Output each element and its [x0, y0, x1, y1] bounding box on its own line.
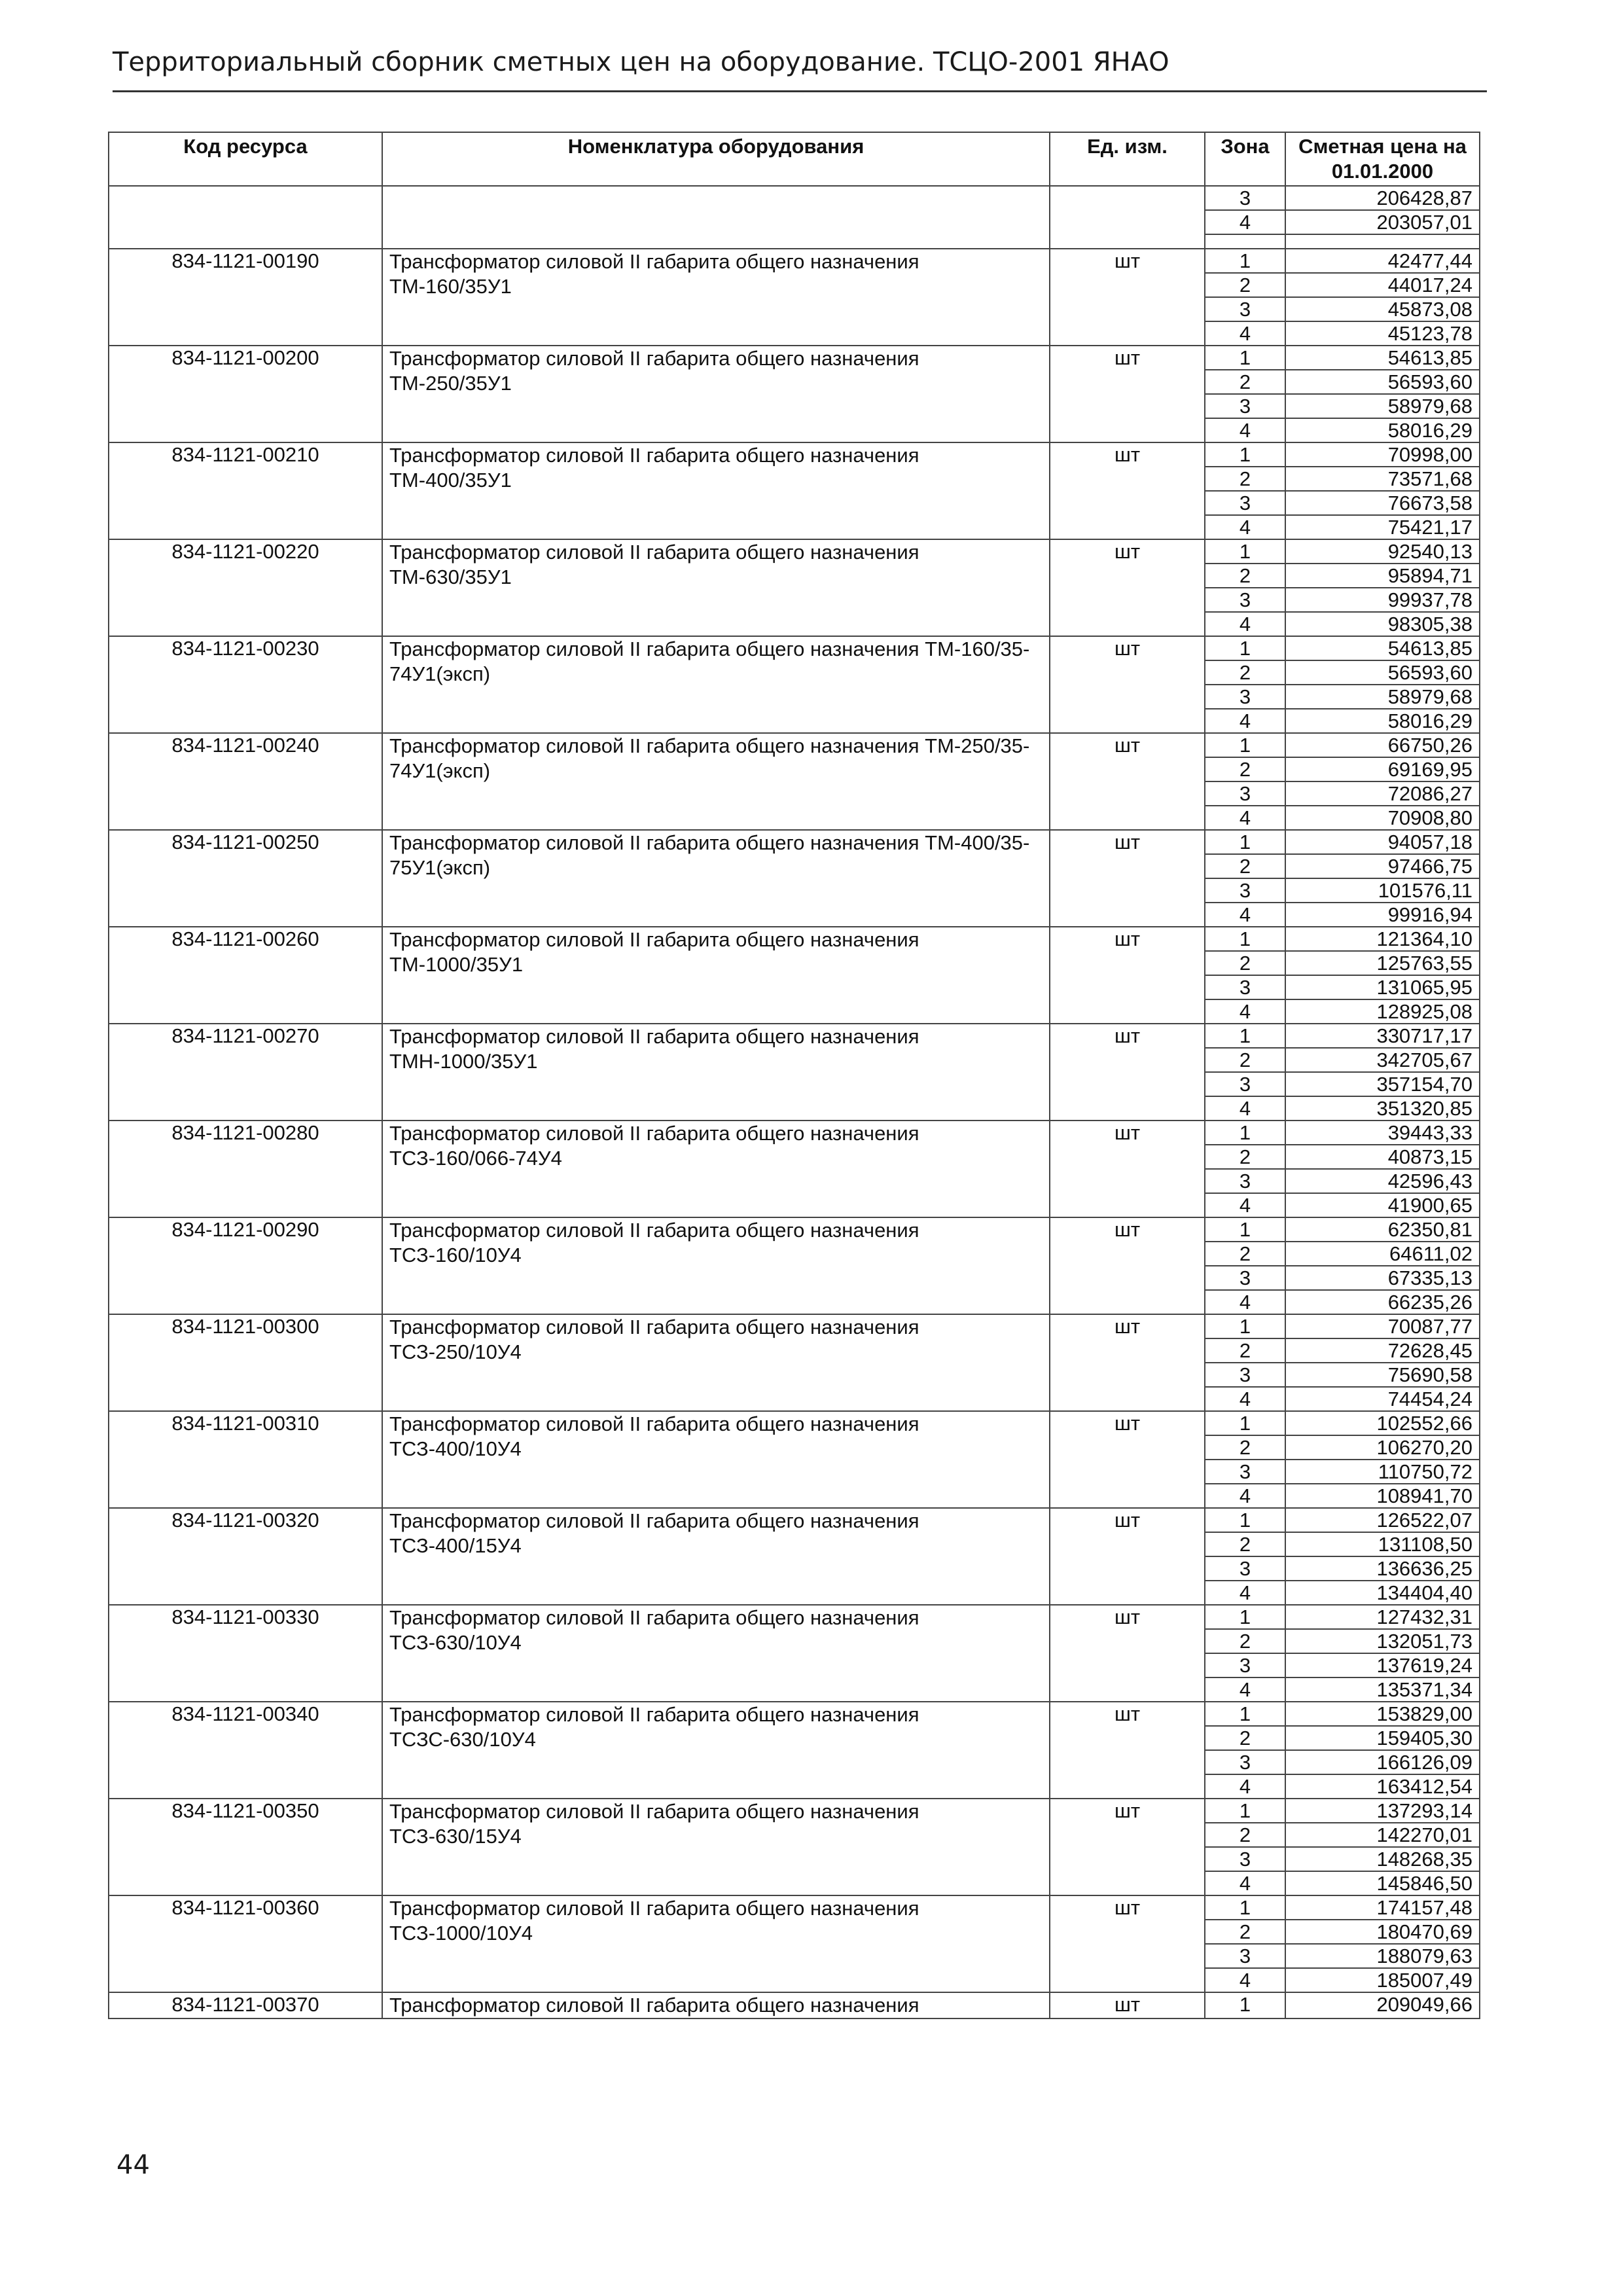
price-cell: 56593,60	[1285, 370, 1480, 394]
zone-cell: 3	[1205, 1266, 1285, 1290]
zone-cell: 1	[1205, 1799, 1285, 1823]
equipment-name-cell: Трансформатор силовой II габарита общего назначения ТСЗ-160/066-74У4	[382, 1121, 1050, 1217]
table-row	[109, 1895, 1480, 1920]
zone-cell: 4	[1205, 903, 1285, 927]
equipment-name-cell	[382, 186, 1050, 249]
zone-cell: 3	[1205, 1072, 1285, 1096]
zone-cell: 1	[1205, 1508, 1285, 1532]
price-cell	[1285, 234, 1480, 249]
zone-cell: 4	[1205, 1774, 1285, 1799]
price-cell: 42596,43	[1285, 1169, 1480, 1193]
table-row	[109, 346, 1480, 370]
zone-cell: 2	[1205, 757, 1285, 781]
price-cell: 40873,15	[1285, 1145, 1480, 1169]
price-cell: 127432,31	[1285, 1605, 1480, 1629]
price-cell: 166126,09	[1285, 1750, 1480, 1774]
zone-cell: 3	[1205, 975, 1285, 999]
unit-cell: шт	[1050, 442, 1205, 539]
zone-cell: 4	[1205, 709, 1285, 733]
price-cell: 126522,07	[1285, 1508, 1480, 1532]
unit-cell: шт	[1050, 1024, 1205, 1121]
col-header-zone: Зона	[1205, 132, 1285, 186]
price-cell: 137293,14	[1285, 1799, 1480, 1823]
resource-code-cell: 834-1121-00360	[109, 1895, 382, 1992]
price-cell: 56593,60	[1285, 660, 1480, 685]
price-cell: 72086,27	[1285, 781, 1480, 806]
page-number: 44	[116, 2150, 150, 2180]
equipment-name-cell: Трансформатор силовой II габарита общего назначения ТМ-160/35У1	[382, 249, 1050, 346]
table-row	[109, 636, 1480, 660]
equipment-name-cell: Трансформатор силовой II габарита общего назначения ТСЗ-400/15У4	[382, 1508, 1050, 1605]
price-cell: 58979,68	[1285, 685, 1480, 709]
zone-cell: 2	[1205, 1920, 1285, 1944]
zone-cell	[1205, 234, 1285, 249]
price-cell: 106270,20	[1285, 1435, 1480, 1460]
price-cell: 188079,63	[1285, 1944, 1480, 1968]
price-cell: 209049,66	[1285, 1992, 1480, 2018]
zone-cell: 3	[1205, 1847, 1285, 1871]
price-cell: 121364,10	[1285, 927, 1480, 951]
price-cell: 69169,95	[1285, 757, 1480, 781]
table-row	[109, 1314, 1480, 1338]
zone-cell: 4	[1205, 1677, 1285, 1702]
price-cell: 330717,17	[1285, 1024, 1480, 1048]
price-cell: 45873,08	[1285, 297, 1480, 321]
unit-cell: шт	[1050, 1992, 1205, 2018]
zone-cell: 2	[1205, 564, 1285, 588]
price-cell: 62350,81	[1285, 1217, 1480, 1242]
equipment-name-cell: Трансформатор силовой II габарита общего назначения ТСЗ-400/10У4	[382, 1411, 1050, 1508]
resource-code-cell: 834-1121-00200	[109, 346, 382, 442]
price-cell: 180470,69	[1285, 1920, 1480, 1944]
resource-code-cell: 834-1121-00310	[109, 1411, 382, 1508]
zone-cell: 1	[1205, 1121, 1285, 1145]
zone-cell: 2	[1205, 1532, 1285, 1556]
equipment-name-cell: Трансформатор силовой II габарита общего назначения ТМ-250/35-74У1(эксп)	[382, 733, 1050, 830]
equipment-name-cell: Трансформатор силовой II габарита общего назначения ТМ-250/35У1	[382, 346, 1050, 442]
zone-cell: 4	[1205, 999, 1285, 1024]
table-row	[109, 1992, 1480, 2018]
price-cell: 136636,25	[1285, 1556, 1480, 1581]
table-row	[109, 1799, 1480, 1823]
zone-cell: 3	[1205, 1460, 1285, 1484]
resource-code-cell: 834-1121-00350	[109, 1799, 382, 1895]
zone-cell: 3	[1205, 394, 1285, 418]
zone-cell: 4	[1205, 1290, 1285, 1314]
unit-cell: шт	[1050, 1605, 1205, 1702]
price-cell: 58016,29	[1285, 418, 1480, 442]
zone-cell: 1	[1205, 1702, 1285, 1726]
resource-code-cell: 834-1121-00210	[109, 442, 382, 539]
unit-cell: шт	[1050, 733, 1205, 830]
zone-cell: 2	[1205, 660, 1285, 685]
price-cell: 58979,68	[1285, 394, 1480, 418]
price-cell: 44017,24	[1285, 273, 1480, 297]
resource-code-cell: 834-1121-00260	[109, 927, 382, 1024]
table-row	[109, 249, 1480, 273]
price-cell: 64611,02	[1285, 1242, 1480, 1266]
resource-code-cell: 834-1121-00320	[109, 1508, 382, 1605]
zone-cell: 3	[1205, 588, 1285, 612]
zone-cell: 1	[1205, 346, 1285, 370]
price-cell: 98305,38	[1285, 612, 1480, 636]
table-row	[109, 1024, 1480, 1048]
price-cell: 131065,95	[1285, 975, 1480, 999]
price-cell: 135371,34	[1285, 1677, 1480, 1702]
equipment-name-cell: Трансформатор силовой II габарита общего назначения ТСЗ-1000/10У4	[382, 1895, 1050, 1992]
table-row	[109, 186, 1480, 210]
price-cell: 75421,17	[1285, 515, 1480, 539]
price-cell: 42477,44	[1285, 249, 1480, 273]
zone-cell: 4	[1205, 418, 1285, 442]
price-cell: 206428,87	[1285, 186, 1480, 210]
price-cell: 58016,29	[1285, 709, 1480, 733]
zone-cell: 4	[1205, 210, 1285, 234]
zone-cell: 2	[1205, 1726, 1285, 1750]
price-cell: 72628,45	[1285, 1338, 1480, 1363]
zone-cell: 4	[1205, 806, 1285, 830]
price-cell: 66750,26	[1285, 733, 1480, 757]
price-cell: 159405,30	[1285, 1726, 1480, 1750]
zone-cell: 1	[1205, 1217, 1285, 1242]
price-cell: 148268,35	[1285, 1847, 1480, 1871]
price-cell: 45123,78	[1285, 321, 1480, 346]
zone-cell: 4	[1205, 515, 1285, 539]
zone-cell: 3	[1205, 1556, 1285, 1581]
price-cell: 132051,73	[1285, 1629, 1480, 1653]
table-row	[109, 1121, 1480, 1145]
zone-cell: 2	[1205, 951, 1285, 975]
resource-code-cell	[109, 186, 382, 249]
resource-code-cell: 834-1121-00290	[109, 1217, 382, 1314]
unit-cell: шт	[1050, 539, 1205, 636]
zone-cell: 1	[1205, 733, 1285, 757]
zone-cell: 2	[1205, 467, 1285, 491]
price-cell: 70908,80	[1285, 806, 1480, 830]
zone-cell: 4	[1205, 1484, 1285, 1508]
price-cell: 101576,11	[1285, 878, 1480, 903]
price-cell: 73571,68	[1285, 467, 1480, 491]
zone-cell: 4	[1205, 1968, 1285, 1992]
price-cell: 54613,85	[1285, 636, 1480, 660]
zone-cell: 2	[1205, 1145, 1285, 1169]
resource-code-cell: 834-1121-00300	[109, 1314, 382, 1411]
table-row	[109, 1217, 1480, 1242]
zone-cell: 2	[1205, 370, 1285, 394]
equipment-name-cell: Трансформатор силовой II габарита общего назначения	[382, 1992, 1050, 2018]
price-cell: 99937,78	[1285, 588, 1480, 612]
price-cell: 203057,01	[1285, 210, 1480, 234]
table-row	[109, 539, 1480, 564]
price-cell: 145846,50	[1285, 1871, 1480, 1895]
zone-cell: 3	[1205, 685, 1285, 709]
zone-cell: 1	[1205, 1895, 1285, 1920]
zone-cell: 3	[1205, 781, 1285, 806]
price-cell: 110750,72	[1285, 1460, 1480, 1484]
zone-cell: 3	[1205, 1944, 1285, 1968]
equipment-name-cell: Трансформатор силовой II габарита общего назначения ТМ-1000/35У1	[382, 927, 1050, 1024]
unit-cell: шт	[1050, 1411, 1205, 1508]
zone-cell: 3	[1205, 1653, 1285, 1677]
zone-cell: 1	[1205, 1992, 1285, 2018]
zone-cell: 1	[1205, 636, 1285, 660]
table-row	[109, 1508, 1480, 1532]
price-cell: 174157,48	[1285, 1895, 1480, 1920]
price-cell: 131108,50	[1285, 1532, 1480, 1556]
zone-cell: 1	[1205, 442, 1285, 467]
zone-cell: 3	[1205, 878, 1285, 903]
price-cell: 75690,58	[1285, 1363, 1480, 1387]
price-cell: 153829,00	[1285, 1702, 1480, 1726]
resource-code-cell: 834-1121-00250	[109, 830, 382, 927]
zone-cell: 1	[1205, 927, 1285, 951]
unit-cell: шт	[1050, 1121, 1205, 1217]
price-cell: 92540,13	[1285, 539, 1480, 564]
col-header-price: Сметная цена на 01.01.2000	[1285, 132, 1480, 186]
price-cell: 67335,13	[1285, 1266, 1480, 1290]
table-row	[109, 927, 1480, 951]
equipment-name-cell: Трансформатор силовой II габарита общего назначения ТСЗ-630/15У4	[382, 1799, 1050, 1895]
equipment-name-cell: Трансформатор силовой II габарита общего назначения ТМ-400/35У1	[382, 442, 1050, 539]
zone-cell: 4	[1205, 612, 1285, 636]
zone-cell: 1	[1205, 1024, 1285, 1048]
equipment-name-cell: Трансформатор силовой II габарита общего назначения ТМ-630/35У1	[382, 539, 1050, 636]
resource-code-cell: 834-1121-00240	[109, 733, 382, 830]
zone-cell: 3	[1205, 1750, 1285, 1774]
table-header-row	[109, 132, 1480, 186]
resource-code-cell: 834-1121-00190	[109, 249, 382, 346]
unit-cell: шт	[1050, 927, 1205, 1024]
col-header-code: Код ресурса	[109, 132, 382, 186]
zone-cell: 4	[1205, 1581, 1285, 1605]
unit-cell: шт	[1050, 1217, 1205, 1314]
zone-cell: 3	[1205, 1363, 1285, 1387]
unit-cell: шт	[1050, 1799, 1205, 1895]
table-body	[109, 186, 1480, 2018]
zone-cell: 3	[1205, 1169, 1285, 1193]
price-cell: 137619,24	[1285, 1653, 1480, 1677]
resource-code-cell: 834-1121-00270	[109, 1024, 382, 1121]
resource-code-cell: 834-1121-00340	[109, 1702, 382, 1799]
unit-cell: шт	[1050, 346, 1205, 442]
price-cell: 95894,71	[1285, 564, 1480, 588]
unit-cell: шт	[1050, 1314, 1205, 1411]
table-row	[109, 442, 1480, 467]
table-row	[109, 733, 1480, 757]
price-cell: 125763,55	[1285, 951, 1480, 975]
zone-cell: 3	[1205, 491, 1285, 515]
price-cell: 76673,58	[1285, 491, 1480, 515]
resource-code-cell: 834-1121-00220	[109, 539, 382, 636]
zone-cell: 4	[1205, 1193, 1285, 1217]
zone-cell: 2	[1205, 854, 1285, 878]
price-cell: 134404,40	[1285, 1581, 1480, 1605]
price-cell: 342705,67	[1285, 1048, 1480, 1072]
price-cell: 351320,85	[1285, 1096, 1480, 1121]
price-cell: 128925,08	[1285, 999, 1480, 1024]
price-cell: 70087,77	[1285, 1314, 1480, 1338]
zone-cell: 2	[1205, 1338, 1285, 1363]
resource-code-cell: 834-1121-00370	[109, 1992, 382, 2018]
unit-cell: шт	[1050, 249, 1205, 346]
price-cell: 97466,75	[1285, 854, 1480, 878]
zone-cell: 1	[1205, 249, 1285, 273]
unit-cell: шт	[1050, 636, 1205, 733]
table-row	[109, 830, 1480, 854]
price-cell: 102552,66	[1285, 1411, 1480, 1435]
col-header-unit: Ед. изм.	[1050, 132, 1205, 186]
zone-cell: 4	[1205, 1096, 1285, 1121]
resource-code-cell: 834-1121-00330	[109, 1605, 382, 1702]
equipment-name-cell: Трансформатор силовой II габарита общего назначения ТСЗ-250/10У4	[382, 1314, 1050, 1411]
price-cell: 99916,94	[1285, 903, 1480, 927]
col-header-name: Номенклатура оборудования	[382, 132, 1050, 186]
price-cell: 41900,65	[1285, 1193, 1480, 1217]
price-cell: 142270,01	[1285, 1823, 1480, 1847]
zone-cell: 2	[1205, 1435, 1285, 1460]
zone-cell: 1	[1205, 539, 1285, 564]
zone-cell: 1	[1205, 1605, 1285, 1629]
equipment-name-cell: Трансформатор силовой II габарита общего назначения ТМ-160/35-74У1(эксп)	[382, 636, 1050, 733]
zone-cell: 2	[1205, 1629, 1285, 1653]
table-row	[109, 1702, 1480, 1726]
zone-cell: 4	[1205, 1871, 1285, 1895]
price-cell: 357154,70	[1285, 1072, 1480, 1096]
zone-cell: 1	[1205, 1411, 1285, 1435]
zone-cell: 2	[1205, 273, 1285, 297]
price-cell: 74454,24	[1285, 1387, 1480, 1411]
unit-cell: шт	[1050, 1508, 1205, 1605]
document-header: Территориальный сборник сметных цен на оборудование. ТСЦО-2001 ЯНАО	[113, 47, 1487, 92]
price-cell: 54613,85	[1285, 346, 1480, 370]
unit-cell: шт	[1050, 830, 1205, 927]
equipment-name-cell: Трансформатор силовой II габарита общего назначения ТМН-1000/35У1	[382, 1024, 1050, 1121]
zone-cell: 1	[1205, 1314, 1285, 1338]
equipment-name-cell: Трансформатор силовой II габарита общего назначения ТСЗС-630/10У4	[382, 1702, 1050, 1799]
equipment-name-cell: Трансформатор силовой II габарита общего назначения ТМ-400/35-75У1(эксп)	[382, 830, 1050, 927]
table-row	[109, 1605, 1480, 1629]
equipment-name-cell: Трансформатор силовой II габарита общего назначения ТСЗ-160/10У4	[382, 1217, 1050, 1314]
price-cell: 70998,00	[1285, 442, 1480, 467]
resource-code-cell: 834-1121-00280	[109, 1121, 382, 1217]
price-cell: 108941,70	[1285, 1484, 1480, 1508]
price-cell: 94057,18	[1285, 830, 1480, 854]
price-cell: 66235,26	[1285, 1290, 1480, 1314]
unit-cell: шт	[1050, 1895, 1205, 1992]
zone-cell: 4	[1205, 1387, 1285, 1411]
price-table	[108, 132, 1480, 2019]
zone-cell: 2	[1205, 1242, 1285, 1266]
price-cell: 39443,33	[1285, 1121, 1480, 1145]
unit-cell: шт	[1050, 1702, 1205, 1799]
table-row	[109, 1411, 1480, 1435]
zone-cell: 3	[1205, 186, 1285, 210]
zone-cell: 3	[1205, 297, 1285, 321]
zone-cell: 2	[1205, 1048, 1285, 1072]
price-cell: 185007,49	[1285, 1968, 1480, 1992]
resource-code-cell: 834-1121-00230	[109, 636, 382, 733]
price-cell: 163412,54	[1285, 1774, 1480, 1799]
equipment-name-cell: Трансформатор силовой II габарита общего назначения ТСЗ-630/10У4	[382, 1605, 1050, 1702]
zone-cell: 1	[1205, 830, 1285, 854]
zone-cell: 2	[1205, 1823, 1285, 1847]
unit-cell	[1050, 186, 1205, 249]
zone-cell: 4	[1205, 321, 1285, 346]
